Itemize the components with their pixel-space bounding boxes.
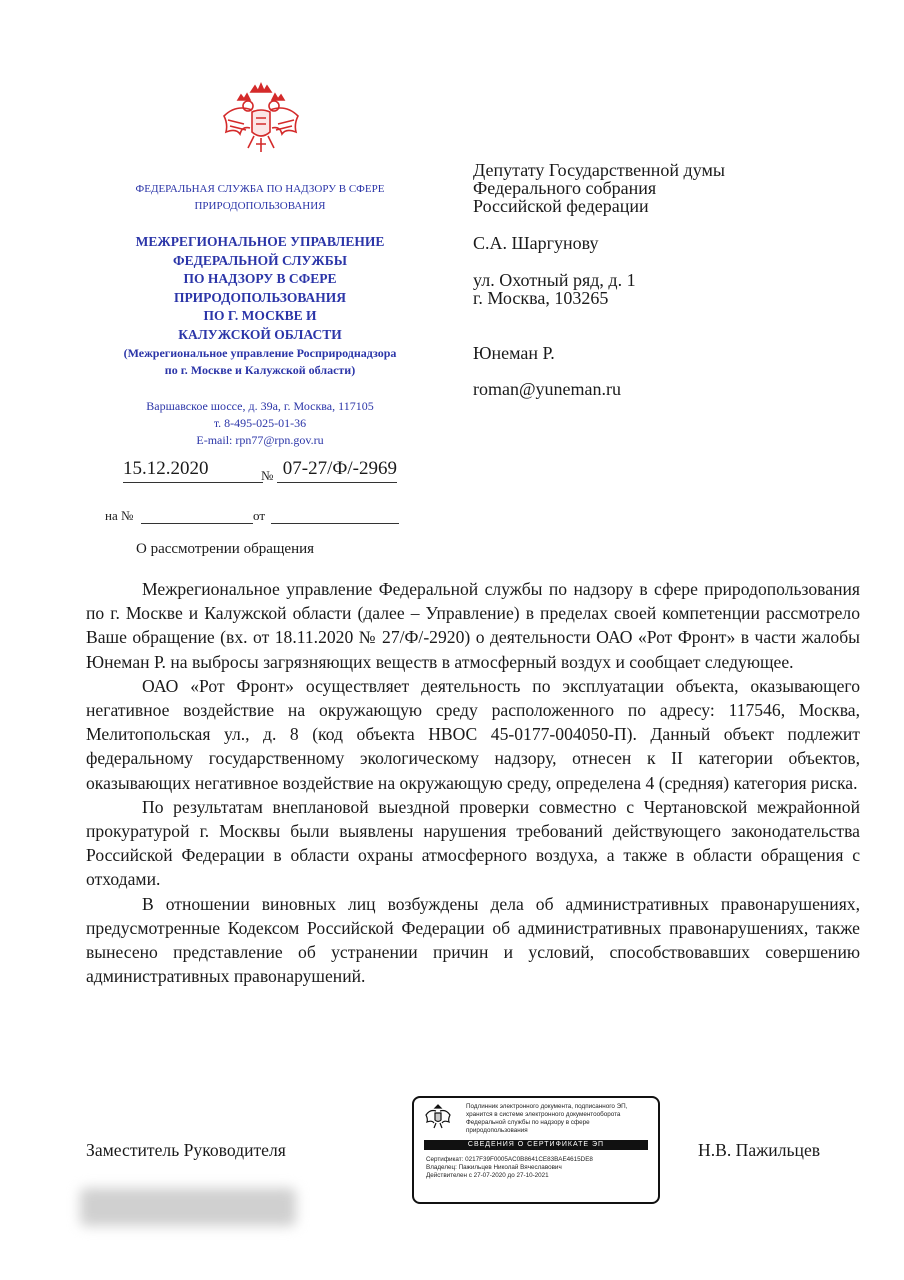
stamp-note-line: природопользования (466, 1127, 528, 1134)
recipient-title-line2: Федерального собрания (473, 178, 657, 198)
recipient-name: С.А. Шаргунову (473, 233, 599, 253)
cc-name: Юнеман Р. (473, 343, 555, 363)
subject: О рассмотрении обращения (136, 541, 315, 557)
reg-date: 15.12.2020 (123, 458, 263, 483)
dept-line: КАЛУЖСКОЙ ОБЛАСТИ (178, 326, 342, 342)
short-name-line1: (Межрегиональное управление Росприроднадзора (123, 346, 397, 360)
dept-line: ПО Г. МОСКВЕ И (203, 308, 317, 323)
stamp-note-line: Федеральной службы по надзору в сфере (466, 1119, 590, 1126)
agency-name-line2: ПРИРОДОПОЛЬЗОВАНИЯ (194, 200, 326, 212)
reply-to-line (105, 508, 405, 528)
cc-email: roman@yuneman.ru (473, 379, 622, 399)
stamp-owner: Владелец: Пажильцев Николай Вячеславович (426, 1164, 562, 1171)
dept-line: ПРИРОДОПОЛЬЗОВАНИЯ (173, 289, 347, 305)
stamp-note-line: Подлинник электронного документа, подписанного ЭП, (466, 1103, 628, 1110)
recipient-title-line3: Российской федерации (473, 196, 649, 216)
recipient-address2: г. Москва, 103265 (473, 288, 609, 308)
registration-block (105, 458, 435, 490)
reply-to-label: на № (105, 508, 134, 523)
reply-from-date-blank (271, 523, 399, 524)
dept-line: ПО НАДЗОРУ В СФЕРЕ (183, 271, 337, 286)
body-paragraph: Межрегиональное управление Федеральной службы по надзору в сфере природопользования по г. Москве и Калужской области (далее – Управление) в пределах своей компетенции рассмотрело Ваше обращение (вх. от 18.11.2020 № 27/Ф/-2920) о деятельности ОАО «Рот Фронт» в части жалобы Юнеман Р. на выбросы загрязняющих веществ в атмосферный воздух и сообщает следующее. (86, 579, 860, 672)
signer-name: Н.В. Пажильцев (698, 1140, 821, 1160)
e-signature-stamp (412, 1096, 660, 1204)
body-paragraph: По результатам внеплановой выездной проверки совместно с Чертановской межрайонной прокуратурой г. Москвы были выявлены нарушения требований действующего законодательства Российской Федерации в области охраны атмосферного воздуха, а также в области обращения с отходами. (86, 796, 860, 890)
stamp-valid: Действителен с 27-07-2020 до 27-10-2021 (426, 1172, 549, 1179)
agency-name-line1: ФЕДЕРАЛЬНАЯ СЛУЖБА ПО НАДЗОРУ В СФЕРЕ (135, 183, 385, 195)
dept-line: МЕЖРЕГИОНАЛЬНОЕ УПРАВЛЕНИЕ (135, 234, 385, 249)
agency-phone: т. 8-495-025-01-36 (213, 416, 307, 430)
recipient-title-line1: Депутату Государственной думы (473, 160, 725, 180)
signer-position: Заместитель Руководителя (86, 1140, 286, 1160)
letter-body (86, 577, 860, 988)
agency-email: E-mail: rpn77@rpn.gov.ru (196, 433, 324, 447)
dept-line: ФЕДЕРАЛЬНОЙ СЛУЖБЫ (173, 252, 347, 268)
reg-number-label: № (261, 468, 274, 483)
redacted-executor-info (80, 1188, 296, 1226)
reply-from-label: от (253, 508, 266, 523)
body-paragraph: ОАО «Рот Фронт» осуществляет деятельность по эксплуатации объекта, оказывающего негативное воздействие на окружающую среду расположенного по адресу: 117546, Москва, Мелитопольская ул., д. 8 (код объекта НВОС 45-0177-004050-П). Данный объект подлежит федеральному государственному экологическому надзору, отнесен к II категории объектов, оказывающих негативное воздействие на окружающую среду, определена 4 (средняя) категория риска. (86, 675, 860, 793)
stamp-note-line: хранится в системе электронного документооборота (466, 1111, 621, 1118)
short-name-line2: по г. Москве и Калужской области) (164, 363, 356, 377)
agency-address: Варшавское шоссе, д. 39а, г. Москва, 117105 (146, 399, 374, 413)
body-paragraph: В отношении виновных лиц возбуждены дела об административных правонарушениях, предусмотренные Кодексом Российской Федерации об административных правонарушениях, также вынесено представление об устранении причин и условий, способствовавших совершению административных правонарушений. (86, 893, 860, 987)
reply-to-number-blank (141, 523, 253, 524)
stamp-certificate: Сертификат: 0217F39F0005AC0B8641CE83BAE4615DE8 (426, 1156, 593, 1163)
coat-of-arms-icon (218, 78, 304, 158)
stamp-emblem-icon (424, 1104, 452, 1130)
stamp-banner: СВЕДЕНИЯ О СЕРТИФИКАТЕ ЭП (424, 1140, 648, 1150)
recipient-address1: ул. Охотный ряд, д. 1 (473, 270, 636, 290)
reg-number: 07-27/Ф/-2969 (277, 458, 397, 483)
